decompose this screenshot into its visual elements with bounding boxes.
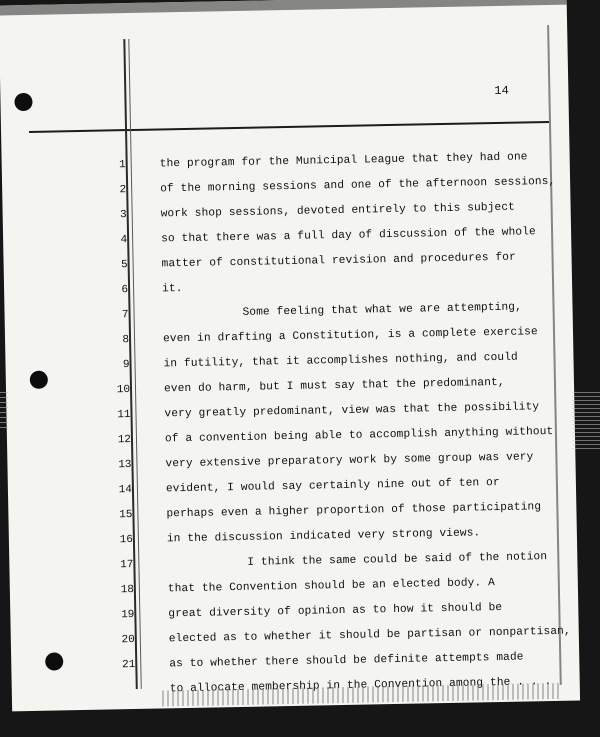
page-number: 14 [494,83,509,99]
text-line: even do harm, but I must say that the predominant, [163,376,505,396]
text-line: perhaps even a higher proportion of those participating [166,501,542,521]
line-number: 11 [117,409,131,422]
text-line: to allocate membership in the Convention among the . . . [169,676,552,696]
scan-noise-right [572,392,600,452]
line-number: 10 [116,384,131,397]
binder-hole-middle [30,371,48,389]
scan-noise-left [0,392,8,432]
line-number: 8 [122,334,130,347]
line-number: 21 [122,659,136,672]
line-number: 20 [121,634,135,647]
line-number: 6 [121,284,129,297]
line-number: 1 [118,159,126,172]
line-number: 19 [121,609,135,622]
line-number: 9 [122,359,130,372]
line-number: 12 [117,434,132,447]
text-line: in futility, that it accomplishes nothing, and could [163,351,518,371]
text-line: work shop sessions, devoted entirely to this subject [160,201,516,221]
line-number: 13 [118,459,132,472]
transcript-body [159,145,571,702]
binder-hole-bottom [45,652,63,670]
text-line: so that there was a full day of discussion of the whole [161,226,536,246]
text-line: very extensive preparatory work by some group was very [165,451,534,471]
text-line: matter of constitutional revision and procedures for [161,251,516,271]
binder-hole-top [14,93,32,111]
line-number: 3 [119,209,127,222]
scan-edge [0,0,567,16]
text-line: great diversity of opinion as to how it should be [168,601,503,621]
text-line: elected as to whether it should be partisan or nonpartisan, [168,625,571,646]
line-number: 18 [120,584,134,597]
header-rule [29,121,549,133]
text-line: as to whether there should be definite attempts made [169,651,524,671]
line-number: 14 [118,484,133,497]
text-line: even in drafting a Constitution, is a complete exercise [162,326,538,346]
text-line: evident, I would say certainly nine out of ten or [165,476,500,496]
text-line: that the Convention should be an elected body. A [167,577,495,596]
line-number: 5 [120,259,128,272]
text-line: very greatly predominant, view was that the possibility [164,401,540,421]
line-number: 15 [119,509,133,522]
text-line: Some feeling that what we are attempting, [242,301,522,319]
text-line: in the discussion indicated very strong views. [166,527,481,546]
text-line: of a convention being able to accomplish anything without [164,425,554,446]
text-line: of the morning sessions and one of the afternoon sessions, [160,175,556,196]
text-line: the program for the Municipal League that they had one [159,151,528,171]
text-line: it. [161,283,183,296]
line-number: 17 [120,559,134,572]
line-number: 4 [120,234,128,247]
line-number: 16 [119,534,134,547]
text-line: I think the same could be said of the notion [247,551,548,569]
line-number: 2 [119,184,127,197]
line-number: 7 [121,309,129,322]
